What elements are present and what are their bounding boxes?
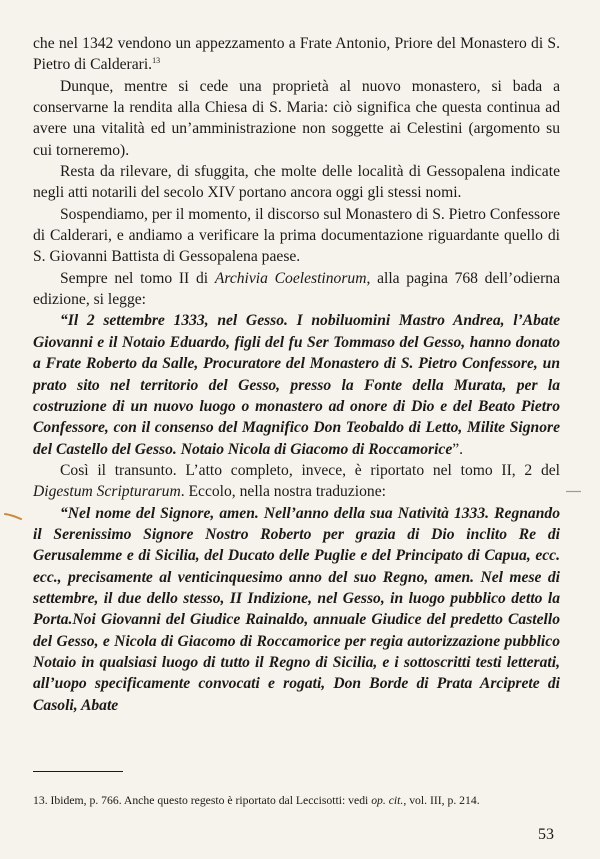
paragraph-6 (33, 460, 560, 503)
footnote-reference[interactable]: 13 (152, 56, 161, 66)
paragraph-5-title: Archivia Coelestinorum (214, 269, 367, 287)
footnote-13 (33, 793, 560, 808)
main-text (33, 33, 560, 716)
paragraph-6-text-after: . Eccolo, nella nostra traduzione: (180, 483, 386, 501)
quotation-1 (33, 310, 560, 459)
footnote-text-after: , vol. III, p. 214. (403, 794, 480, 807)
quotation-1-close: ”. (452, 440, 464, 458)
paragraph-2: Dunque, mentre si cede una proprietà al nuovo monastero, si bada a conservarne la rendita alla Chiesa di S. Maria: ciò significa che questa continua ad avere una vitalità ed un’amministrazione non soggette ai Celestini (argomento su cui torneremo). (33, 77, 560, 159)
paragraph-5-text-before: Sempre nel tomo II di (60, 269, 215, 287)
quotation-2: “Nel nome del Signore, amen. Nell’anno della sua Natività 1333. Regnando il Serenissimo Signore Nostro Roberto per grazia di Dio inclito Re di Gerusalemme e di Sicilia, del Ducato delle Puglie e del Principato di Capua, ecc. ecc., precisamente al venticinquesimo anno del suo Regno, amen. Nel mese di settembre, il due dello stesso, II Indizione, nel Gesso, in luogo pubblico detto la Porta.Noi Giovanni del Giudice Rainaldo, annuale Giudice del predetto Castello del Gesso, e Nicola di Giacomo di Roccamorice per regia autorizzazione pubblico Notaio in qualsiasi luogo di tutto il Regno di Sicilia, e i sottoscritti testi letterati, all’uopo specificamente convocati e rogati, Don Borde di Prata Arciprete di Casoli, Abate (33, 504, 560, 714)
paragraph-6-title: Digestum Scripturarum (33, 483, 181, 501)
margin-pencil-mark-icon (4, 512, 22, 521)
page-number: 53 (538, 826, 554, 843)
paragraph-3: Resta da rilevare, di sfuggita, che molte delle località di Gessopalena indicate negli atti notarili del secolo XIV portano ancora oggi gli stessi nomi. (33, 163, 560, 202)
footnote-citation: op. cit. (371, 794, 404, 807)
margin-dash-mark-icon (565, 489, 583, 494)
paragraph-5 (33, 268, 560, 311)
paragraph-5-text-after: , alla pagina 768 dell’odierna edizione, si legge: (33, 269, 561, 309)
paragraph-4: Sospendiamo, per il momento, il discorso sul Monastero di S. Pietro Confessore di Calderari, e andiamo a verificare la prima documentazione riguardante quello di S. Giovanni Battista di Gessopalena paese. (33, 205, 560, 266)
quotation-1-text: “Il 2 settembre 1333, nel Gesso. I nobiluomini Mastro Andrea, l’Abate Giovanni e il Notaio Eduardo, figli del fu Ser Tommaso del Gesso, hanno donato a Frate Roberto da Salle, Procuratore del Monastero di S. Pietro Confessore, un prato sito nel territorio del Gesso, presso la Fonte della Murata, per la costruzione di un nuovo luogo o monastero ad onore di Dio e del Beato Pietro Confessore, con il consenso del Magnifico Don Teobaldo di Letto, Milite Signore del Castello del Gesso. Notaio Nicola di Giacomo di Roccamorice (33, 312, 560, 458)
paragraph-6-text-before: Così il transunto. L’atto completo, invece, è riportato nel tomo II, 2 del (60, 461, 560, 479)
paragraph-1 (33, 33, 560, 76)
footnote-text-before: 13. Ibidem, p. 766. Anche questo regesto è riportato dal Leccisotti: vedi (33, 794, 372, 807)
paragraph-1-text: che nel 1342 vendono un appezzamento a Frate Antonio, Priore del Monastero di S. Pietro di Calderari. (33, 35, 560, 74)
footnote-separator (33, 771, 123, 772)
